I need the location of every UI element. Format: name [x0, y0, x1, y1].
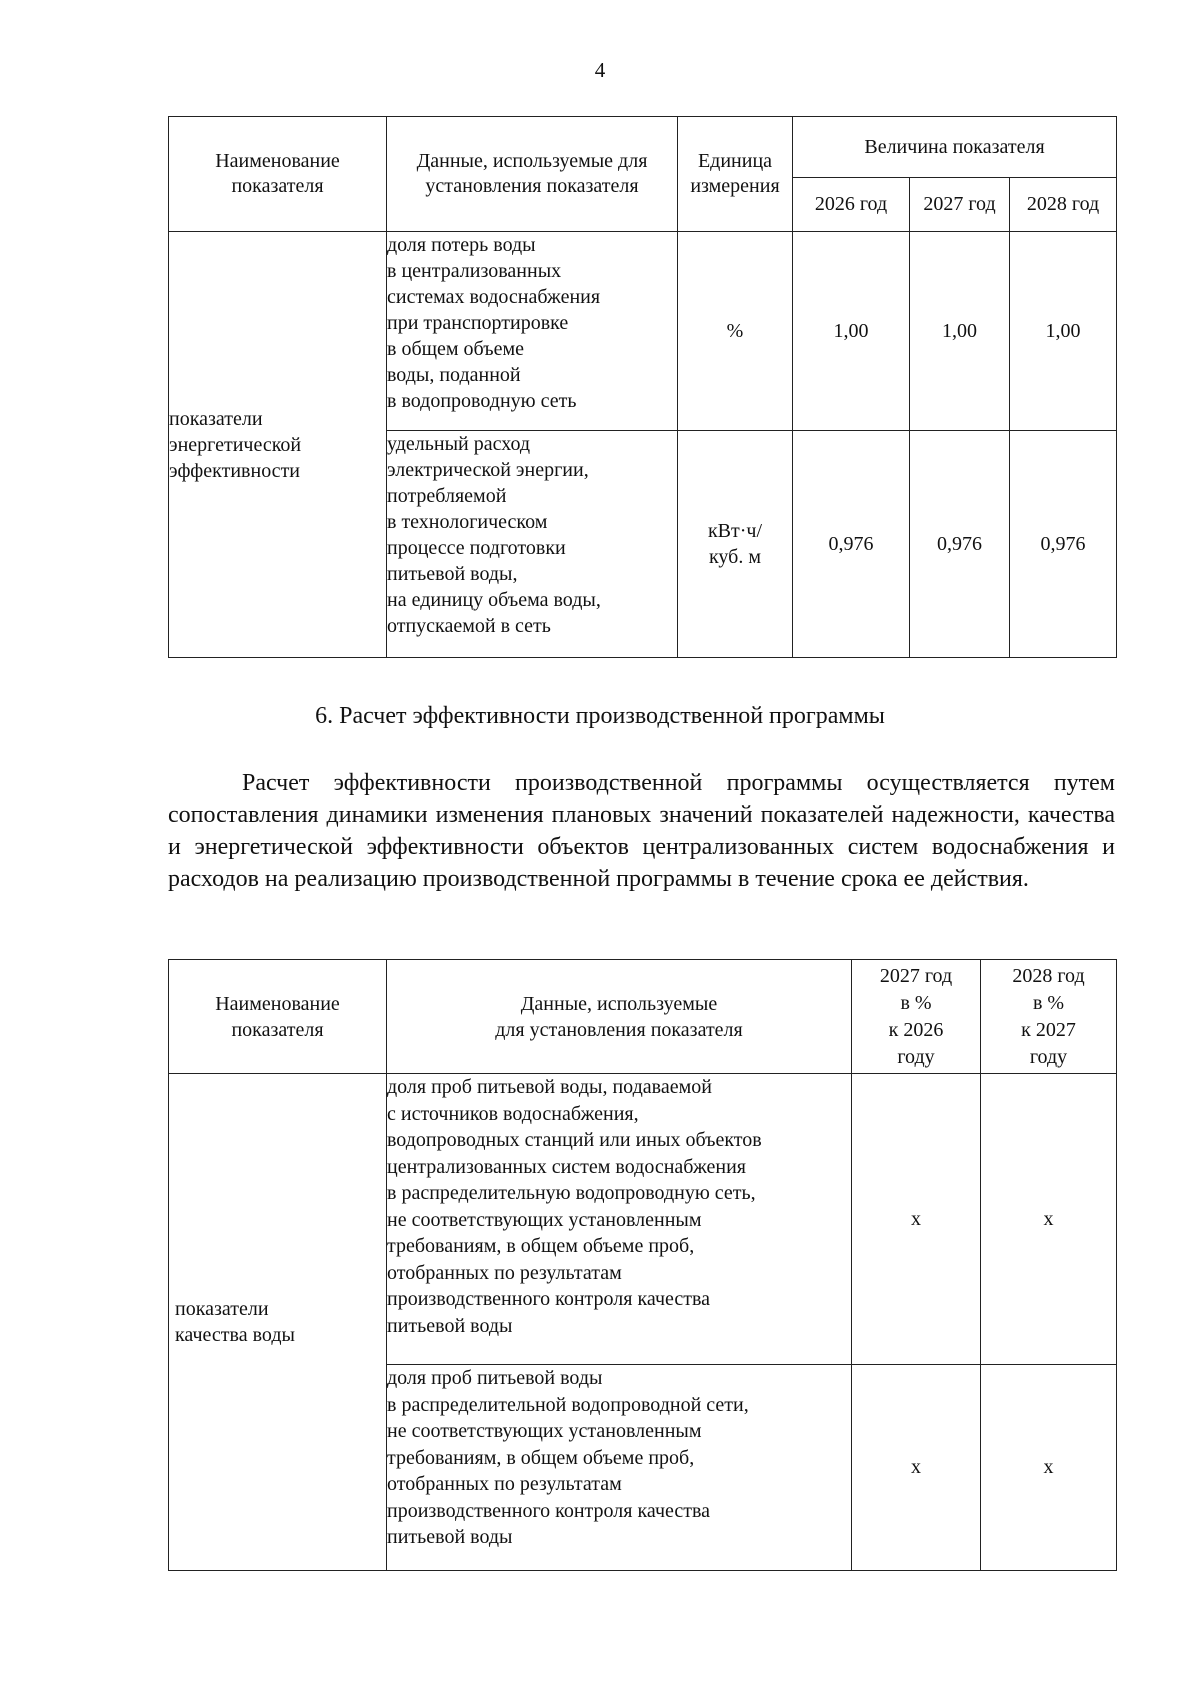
row-value-2026: 0,976 — [793, 431, 910, 658]
page-number: 4 — [594, 58, 606, 82]
row-description: доля потерь воды в централизованных системах водоснабжения при транспортировке в общем объеме воды, поданной в водопроводную сеть — [387, 232, 678, 431]
row-value-2028: х — [981, 1365, 1117, 1571]
table-row — [169, 1074, 1117, 1365]
row-value-2026: 1,00 — [793, 232, 910, 431]
row-value-2028: х — [981, 1074, 1117, 1365]
row-value-2028: 0,976 — [1010, 431, 1117, 658]
row-value-2028: 1,00 — [1010, 232, 1117, 431]
row-description: доля проб питьевой воды в распределительной водопроводной сети, не соответствующих установленным требованиям, в общем объеме проб, отобранных по результатам производственного контроля качества питьевой воды — [387, 1365, 852, 1571]
row-unit: кВт·ч/ куб. м — [678, 431, 793, 658]
header-2028-vs-2027: 2028 год в % к 2027 году — [981, 960, 1117, 1074]
row-value-2027: х — [852, 1365, 981, 1571]
header-unit: Единица измерения — [678, 117, 793, 232]
group-water-quality: показатели качества воды — [169, 1074, 387, 1571]
row-description: доля проб питьевой воды, подаваемой с источников водоснабжения, водопроводных станций или иных объектов централизованных систем водоснабжения в распределительную водопроводную сеть, не соответствующих установленным требованиям, в общем объеме проб, отобранных по результатам производственного контроля качества питьевой воды — [387, 1074, 852, 1365]
efficiency-calculation-table — [168, 959, 1117, 1571]
row-value-2027: х — [852, 1074, 981, 1365]
header-data-used: Данные, используемые для установления показателя — [387, 960, 852, 1074]
row-description: удельный расход электрической энергии, потребляемой в технологическом процессе подготовки питьевой воды, на единицу объема воды, отпускаемой в сеть — [387, 431, 678, 658]
header-year-2026: 2026 год — [793, 178, 910, 232]
section-paragraph: Расчет эффективности производственной программы осуществляется путем сопоставления динамики изменения плановых значений показателей надежности, качества и энергетической эффективности объектов централизованных систем водоснабжения и расходов на реализацию производственной программы в течение срока ее действия. — [168, 770, 1115, 892]
header-data-used: Данные, используемые для установления показателя — [387, 117, 678, 232]
row-value-2027: 0,976 — [910, 431, 1010, 658]
header-2027-vs-2026: 2027 год в % к 2026 году — [852, 960, 981, 1074]
header-indicator-value: Величина показателя — [793, 117, 1117, 178]
section-heading: 6. Расчет эффективности производственной программы — [315, 703, 885, 729]
energy-efficiency-table — [168, 116, 1117, 658]
header-indicator-name: Наименование показателя — [169, 117, 387, 232]
header-year-2028: 2028 год — [1010, 178, 1117, 232]
header-indicator-name: Наименование показателя — [169, 960, 387, 1074]
group-energy-efficiency: показатели энергетической эффективности — [169, 232, 387, 658]
row-unit: % — [678, 232, 793, 431]
header-year-2027: 2027 год — [910, 178, 1010, 232]
row-value-2027: 1,00 — [910, 232, 1010, 431]
table-row — [169, 232, 1117, 431]
